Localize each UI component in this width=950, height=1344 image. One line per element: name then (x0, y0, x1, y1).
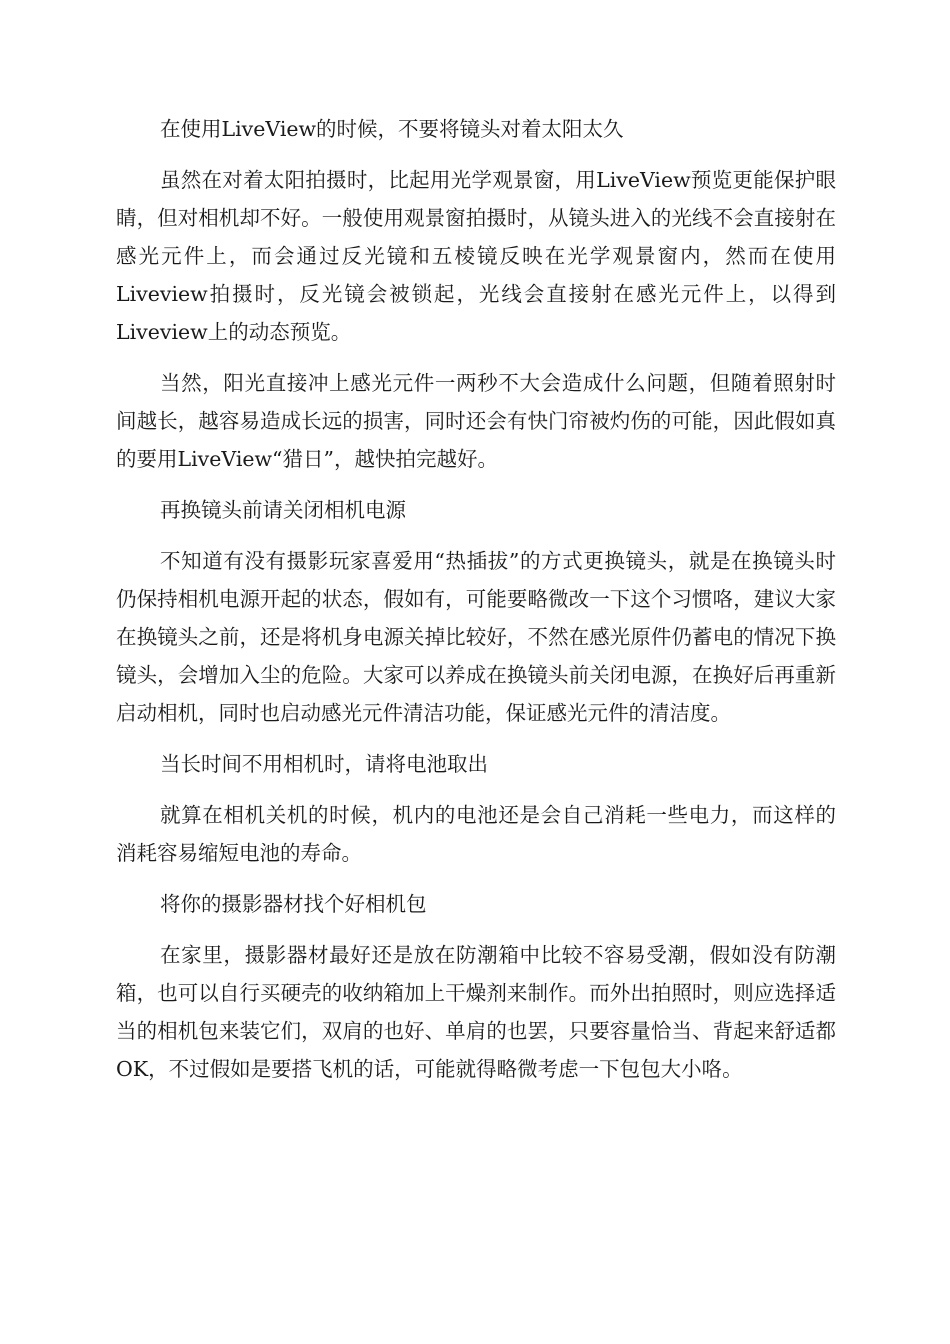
section-heading-liveview: 在使用LiveView的时候，不要将镜头对着太阳太久 (160, 117, 624, 141)
paragraph-lens-change: 不知道有没有摄影玩家喜爱用“热插拔”的方式更换镜头，就是在换镜头时仍保持相机电源开起的状态，假如有，可能要略微改一下这个习惯咯，建议大家在换镜头之前，还是将机身电源关掉比较好，不然在感光原件仍蓄电的情况下换镜头，会增加入尘的危险。大家可以养成在换镜头前关闭电源，在换好后再重新启动相机，同时也启动感光元件清洁功能，保证感光元件的清洁度。 (116, 549, 836, 725)
document-body (116, 110, 836, 1101)
paragraph-liveview-damage: 当然，阳光直接冲上感光元件一两秒不大会造成什么问题，但随着照射时间越长，越容易造成长远的损害，同时还会有快门帘被灼伤的可能，因此假如真的要用LiveView“猎日”，越快拍完越好。 (116, 371, 836, 471)
section-heading-lens-change: 再换镜头前请关闭相机电源 (160, 498, 406, 522)
paragraph-battery: 就算在相机关机的时候，机内的电池还是会自己消耗一些电力，而这样的消耗容易缩短电池的寿命。 (116, 803, 836, 865)
paragraph-liveview-eyes: 虽然在对着太阳拍摄时，比起用光学观景窗，用LiveView预览更能保护眼睛，但对相机却不好。一般使用观景窗拍摄时，从镜头进入的光线不会直接射在感光元件上，而会通过反光镜和五棱镜反映在光学观景窗内，然而在使用Liveview拍摄时，反光镜会被锁起，光线会直接射在感光元件上，以得到Liveview上的动态预览。 (116, 168, 836, 344)
section-heading-battery: 当长时间不用相机时，请将电池取出 (160, 752, 488, 776)
paragraph-camera-bag: 在家里，摄影器材最好还是放在防潮箱中比较不容易受潮，假如没有防潮箱，也可以自行买硬壳的收纳箱加上干燥剂来制作。而外出拍照时，则应选择适当的相机包来装它们，双肩的也好、单肩的也罢，只要容量恰当、背起来舒适都OK，不过假如是要搭飞机的话，可能就得略微考虑一下包包大小咯。 (116, 943, 836, 1081)
section-heading-camera-bag: 将你的摄影器材找个好相机包 (160, 892, 427, 916)
